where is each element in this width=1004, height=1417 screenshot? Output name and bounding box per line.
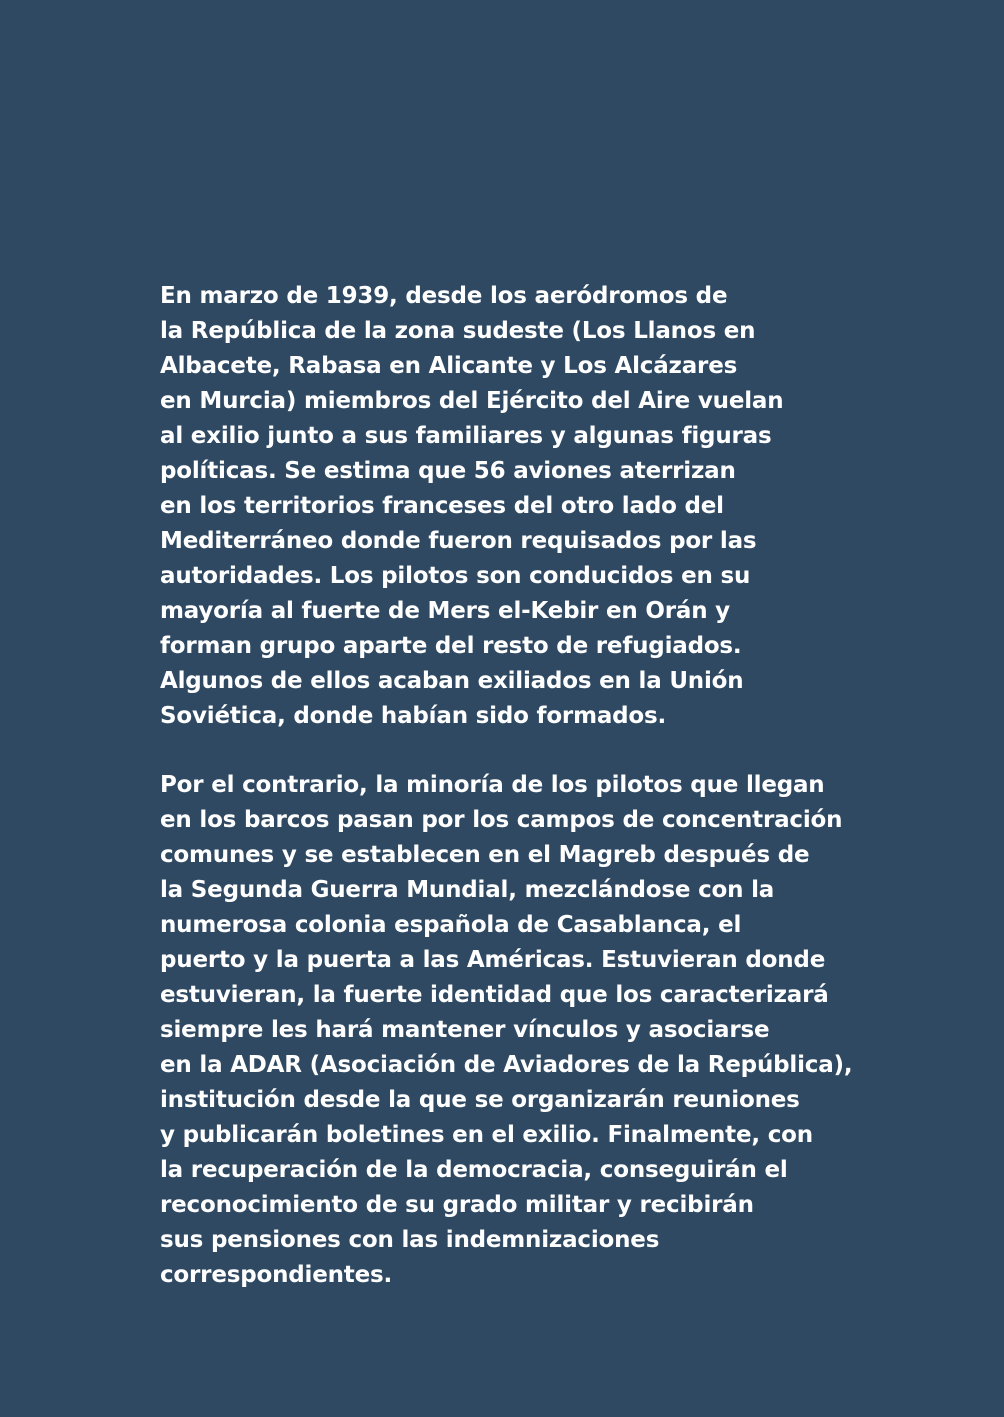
text-line: y publicarán boletines en el exilio. Finalmente, con: [160, 1122, 813, 1148]
text-line: Albacete, Rabasa en Alicante y Los Alcázares: [160, 353, 738, 379]
text-line: Algunos de ellos acaban exiliados en la Unión: [160, 668, 744, 694]
text-line: institución desde la que se organizarán reuniones: [160, 1087, 800, 1113]
text-line: políticas. Se estima que 56 aviones aterrizan: [160, 458, 736, 484]
text-line: comunes y se establecen en el Magreb después de: [160, 842, 810, 868]
text-line: mayoría al fuerte de Mers el-Kebir en Orán y: [160, 598, 730, 624]
text-line: Por el contrario, la minoría de los pilotos que llegan: [160, 772, 825, 798]
text-line: la recuperación de la democracia, conseguirán el: [160, 1157, 788, 1183]
text-line: numerosa colonia española de Casablanca, el: [160, 912, 742, 938]
text-line: puerto y la puerta a las Américas. Estuvieran donde: [160, 947, 826, 973]
text-line: autoridades. Los pilotos son conducidos en su: [160, 563, 751, 589]
paragraph-1: [160, 279, 960, 734]
text-line: estuvieran, la fuerte identidad que los caracterizará: [160, 982, 829, 1008]
text-line: al exilio junto a sus familiares y algunas figuras: [160, 423, 772, 449]
text-line: sus pensiones con las indemnizaciones: [160, 1227, 660, 1253]
text-line: en los barcos pasan por los campos de concentración: [160, 807, 843, 833]
paragraph-2: [160, 768, 960, 1293]
text-line: siempre les hará mantener vínculos y asociarse: [160, 1017, 770, 1043]
text-line: correspondientes.: [160, 1262, 392, 1288]
text-line: En marzo de 1939, desde los aeródromos de: [160, 283, 728, 309]
text-line: Soviética, donde habían sido formados.: [160, 703, 667, 729]
text-line: en los territorios franceses del otro lado del: [160, 493, 724, 519]
text-line: Mediterráneo donde fueron requisados por las: [160, 528, 757, 554]
text-line: la República de la zona sudeste (Los Llanos en: [160, 318, 756, 344]
text-line: en Murcia) miembros del Ejército del Aire vuelan: [160, 388, 784, 414]
text-line: forman grupo aparte del resto de refugiados.: [160, 633, 742, 659]
text-line: la Segunda Guerra Mundial, mezclándose con la: [160, 877, 775, 903]
text-line: reconocimiento de su grado militar y recibirán: [160, 1192, 754, 1218]
text-line: en la ADAR (Asociación de Aviadores de la República),: [160, 1052, 853, 1078]
